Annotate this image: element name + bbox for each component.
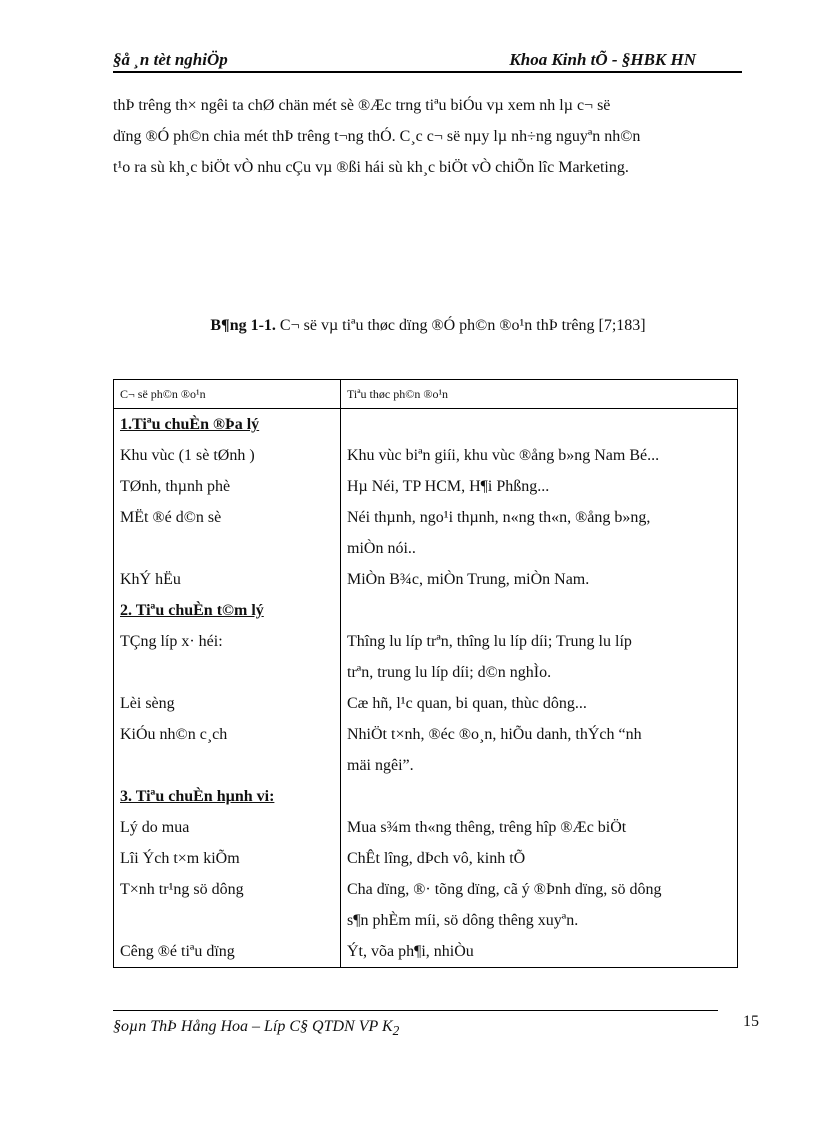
header-thesis-title: §å ¸n tèt nghiÖp: [113, 50, 228, 69]
basis-item: Lý do mua: [120, 819, 190, 836]
basis-item: MËt ®é d©n sè: [120, 509, 222, 526]
section-title-behavioral: 3. Tiªu chuÈn hµnh vi:: [120, 788, 275, 805]
criteria-item: Cha dïng, ®· tõng dïng, cã ý ®Þnh dïng, sö dông: [347, 881, 662, 898]
spacer: [120, 533, 334, 564]
spacer: [347, 595, 731, 626]
basis-item: TØnh, thµnh phè: [120, 478, 231, 495]
spacer: [347, 409, 731, 440]
basis-item: Lèi sèng: [120, 695, 175, 712]
criteria-item: Thîng lu líp trªn, thîng lu líp díi; Trung lu líp: [347, 633, 632, 650]
basis-item: KhÝ hËu: [120, 571, 181, 588]
page-number: 15: [743, 1013, 759, 1030]
column-header-basis: C¬ së ph©n ®o¹n: [114, 380, 341, 409]
table-body-row: [114, 409, 738, 968]
section-title-geographic: 1.Tiªu chuÈn ®Þa lý: [120, 416, 260, 433]
criteria-item: Ýt, võa ph¶i, nhiÒu: [347, 943, 474, 960]
basis-item: Lîi Ých t×m kiÕm: [120, 850, 240, 867]
spacer: [120, 750, 334, 781]
footer-divider: [113, 1010, 718, 1011]
paragraph-line: thÞ trêng th× ngêi ta chØ chän mét sè ®Æc trng tiªu biÓu vµ xem nh lµ c¬ së: [113, 97, 611, 114]
basis-item: T×nh tr¹ng sö dông: [120, 881, 244, 898]
table-header-row: [114, 380, 738, 409]
basis-item: KiÓu nh©n c¸ch: [120, 726, 228, 743]
basis-item: Cêng ®é tiªu dïng: [120, 943, 235, 960]
criteria-item: trªn, trung lu líp díi; d©n nghÌo.: [347, 664, 552, 681]
section-title-psychographic: 2. Tiªu chuÈn t©m lý: [120, 602, 264, 619]
criteria-item: Mua s¾m th«ng thêng, trêng hîp ®Æc biÖt: [347, 819, 627, 836]
intro-paragraph: [113, 90, 743, 183]
criteria-column: [341, 409, 738, 968]
criteria-item: NhiÖt t×nh, ®éc ®o¸n, hiÕu danh, thÝch “nh: [347, 726, 642, 743]
spacer: [120, 657, 334, 688]
criteria-item: Néi thµnh, ngo¹i thµnh, n«ng th«n, ®ång b»ng,: [347, 509, 651, 526]
basis-item: TÇng líp x· héi:: [120, 633, 223, 650]
criteria-item: mäi ngêi”.: [347, 757, 414, 774]
segmentation-table: [113, 379, 738, 968]
criteria-item: Cæ hñ, l¹c quan, bi quan, thùc dông...: [347, 695, 587, 712]
criteria-item: MiÒn B¾c, miÒn Trung, miÒn Nam.: [347, 571, 590, 588]
spacer: [120, 905, 334, 936]
criteria-item: ChÊt lîng, dÞch vô, kinh tÕ: [347, 850, 526, 867]
table-caption: [113, 317, 743, 335]
criteria-item: Khu vùc biªn giíi, khu vùc ®ång b»ng Nam Bé...: [347, 447, 660, 464]
criteria-item: Hµ Néi, TP HCM, H¶i Phßng...: [347, 478, 550, 495]
spacer: [347, 781, 731, 812]
footer-author-text: §oµn ThÞ Hång Hoa – Líp C§ QTDN VP K: [113, 1018, 393, 1035]
basis-item: Khu vùc (1 sè tØnh ): [120, 447, 255, 464]
header-faculty: Khoa Kinh tÕ - §HBK HN: [509, 50, 696, 69]
table-caption-text: C¬ së vµ tiªu thøc dïng ®Ó ph©n ®o¹n thÞ trêng [7;183]: [275, 317, 646, 334]
header-divider: [113, 71, 742, 73]
paragraph-line: t¹o ra sù kh¸c biÖt vÒ nhu cÇu vµ ®ßi hái sù kh¸c biÖt vÒ chiÕn lîc Marketing.: [113, 159, 629, 176]
paragraph-line: dïng ®Ó ph©n chia mét thÞ trêng t¬ng thÓ. C¸c c¬ së nµy lµ nh÷ng nguyªn nh©n: [113, 128, 641, 145]
column-header-criteria: Tiªu thøc ph©n ®o¹n: [341, 380, 738, 409]
table-caption-label: B¶ng 1-1.: [210, 317, 276, 334]
footer-author: [113, 1018, 399, 1039]
footer-subscript: 2: [392, 1023, 400, 1039]
basis-column: [114, 409, 341, 968]
criteria-item: s¶n phÈm míi, sö dông thêng xuyªn.: [347, 912, 579, 929]
criteria-item: miÒn nói..: [347, 540, 416, 557]
